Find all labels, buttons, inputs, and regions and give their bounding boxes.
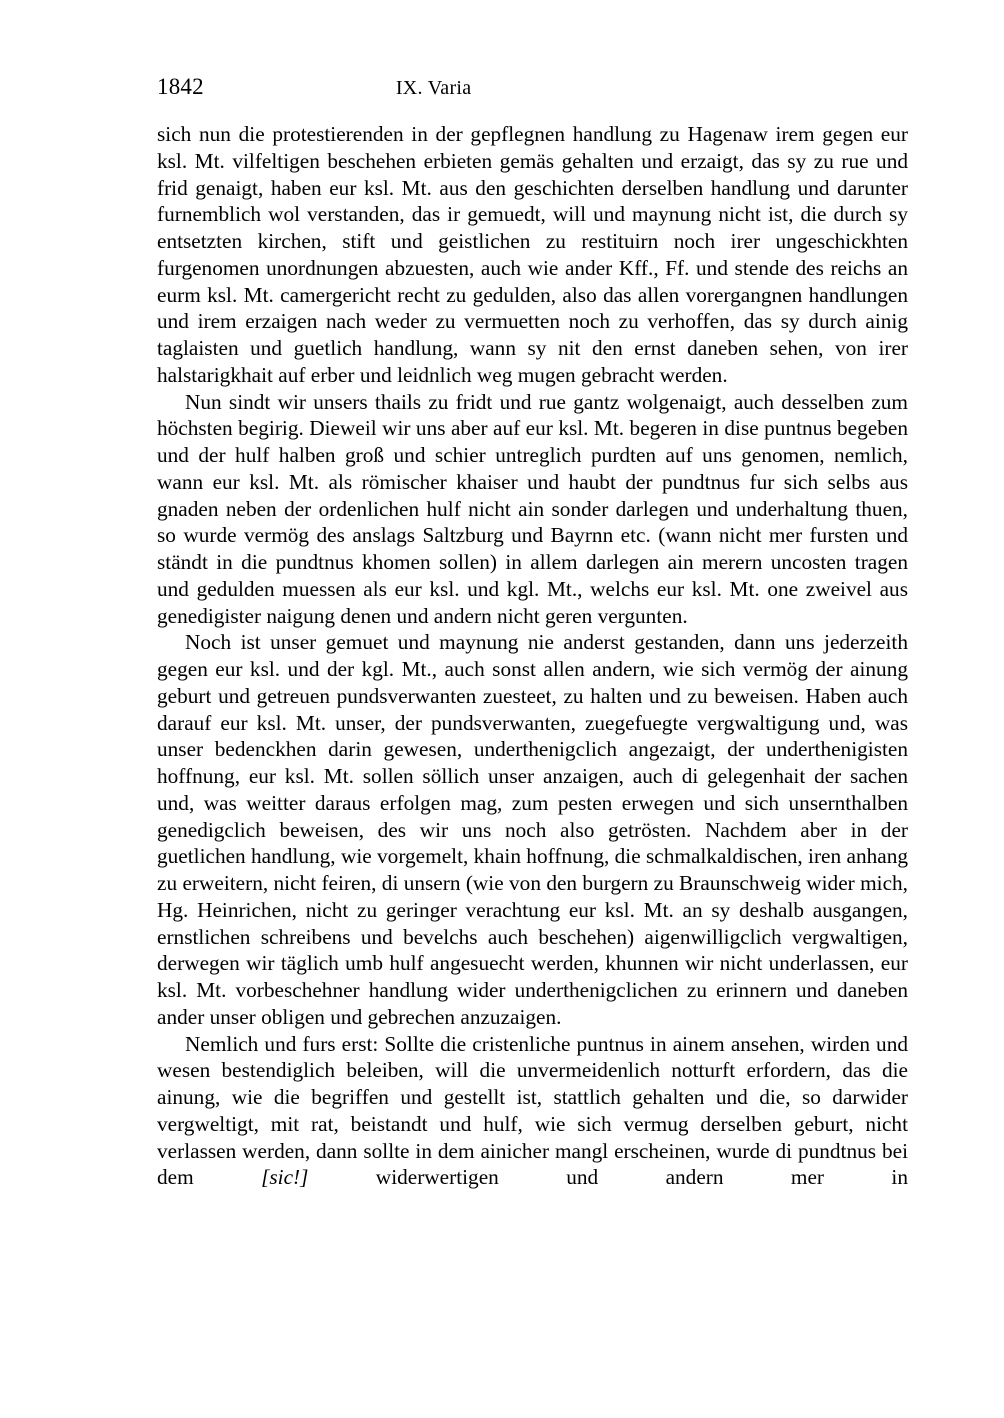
paragraph-2: Nun sindt wir unsers thails zu fridt und rue gantz wolgenaigt, auch desselben zum höchsten begirig. Dieweil wir uns aber auf eur ksl. Mt. begeren in dise puntnus begeben und der hulf halben groß und schier untreglich purdten auf uns genomen, nemlich, wann eur ksl. Mt. als römischer khaiser und haubt der pundtnus fur sich selbs aus gnaden neben der ordenlichen hulf nicht ain sonder darlegen und underhaltung thuen, so wurde vermög des anslags Saltzburg und Bayrnn etc. (wann nicht mer fursten und ständt in die pundtnus khomen sollen) in allem darlegen ain merern uncosten tragen und gedulden muessen als eur ksl. und kgl. Mt., welchs eur ksl. Mt. one zweivel aus genedigister naigung denen und andern nicht geren vergunten. [157, 389, 908, 628]
paragraph-1: sich nun die protestierenden in der gepflegnen handlung zu Hagenaw irem gegen eur ksl. Mt. vilfeltigen beschehen erbieten gemäs gehalten und erzaigt, das sy zu rue und frid genaigt, haben eur ksl. Mt. aus den geschichten derselben handlung und darunter furnemblich wol verstanden, das ir gemuedt, will und maynung nicht ist, die durch sy entsetzten kirchen, stift und geistlichen zu restituirn noch irer ungeschickhten furgenomen unordnungen abzuesten, auch wie ander Kff., Ff. und stende des reichs an eurm ksl. Mt. camergericht recht zu gedulden, also das allen vorergangnen handlungen und irem erzaigen nach weder zu vermuetten noch zu verhoffen, das sy durch ainig taglaisten und guetlich handlung, wann sy nit den ernst daneben sehen, von irer halstarigkhait auf erber und leidnlich weg mugen gebracht werden. [157, 122, 908, 387]
running-head-title: IX. Varia [395, 77, 472, 99]
body-text-block [157, 121, 908, 1191]
paragraph-4-text-after-sic: widerwertigen und andern mer in [308, 1165, 908, 1190]
running-head [157, 74, 908, 100]
paragraph-4 [157, 1031, 908, 1192]
page-number: 1842 [157, 74, 204, 99]
sic-marker: [sic!] [261, 1165, 309, 1190]
paragraph-4-text-before-sic: Nemlich und furs erst: Sollte die cristenliche puntnus in ainem ansehen, wirden und wesen bestendiglich beleiben, will die unvermeidenlich notturft erfordern, das die ainung, wie die begriffen und gestellt ist, stattlich gehalten und die, so darwider vergweltigt, mit rat, beistandt und hulf, wie sich vermug derselben geburt, nicht verlassen werden, dann sollte in dem ainicher mangl erscheinen, wurde di pundtnus bei dem [157, 1031, 908, 1190]
paragraph-3: Noch ist unser gemuet und maynung nie anderst gestanden, dann uns jederzeith gegen eur ksl. und der kgl. Mt., auch sonst allen andern, wie sich vermög der ainung geburt und getreuen pundsverwanten zuesteet, zu halten und zu beweisen. Haben auch darauf eur ksl. Mt. unser, der pundsverwanten, zuegefuegte vergwaltigung und, was unser bedenckhen darin gewesen, underthenigclich angezaigt, der underthenigisten hoffnung, eur ksl. Mt. sollen söllich unser anzaigen, auch di gelegenhait der sachen und, was weitter daraus erfolgen mag, zum pesten erwegen und sich unsernthalben genedigclich beweisen, des wir uns noch also getrösten. Nachdem aber in der guetlichen handlung, wie vorgemelt, khain hoffnung, die schmalkaldischen, iren anhang zu erweitern, nicht feiren, di unsern (wie von den burgern zu Braunschweig wider mich, Hg. Heinrichen, nicht zu geringer verachtung eur ksl. Mt. an sy deshalb ausgangen, ernstlichen schreibens und bevelchs auch beschehen) aigenwilligclich vergwaltigen, derwegen wir täglich umb hulf angesuecht werden, khunnen wir nicht underlassen, eur ksl. Mt. vorbeschehner handlung wider underthenigclichen zu erinnern und daneben ander unser obligen und gebrechen anzuzaigen. [157, 630, 908, 1029]
